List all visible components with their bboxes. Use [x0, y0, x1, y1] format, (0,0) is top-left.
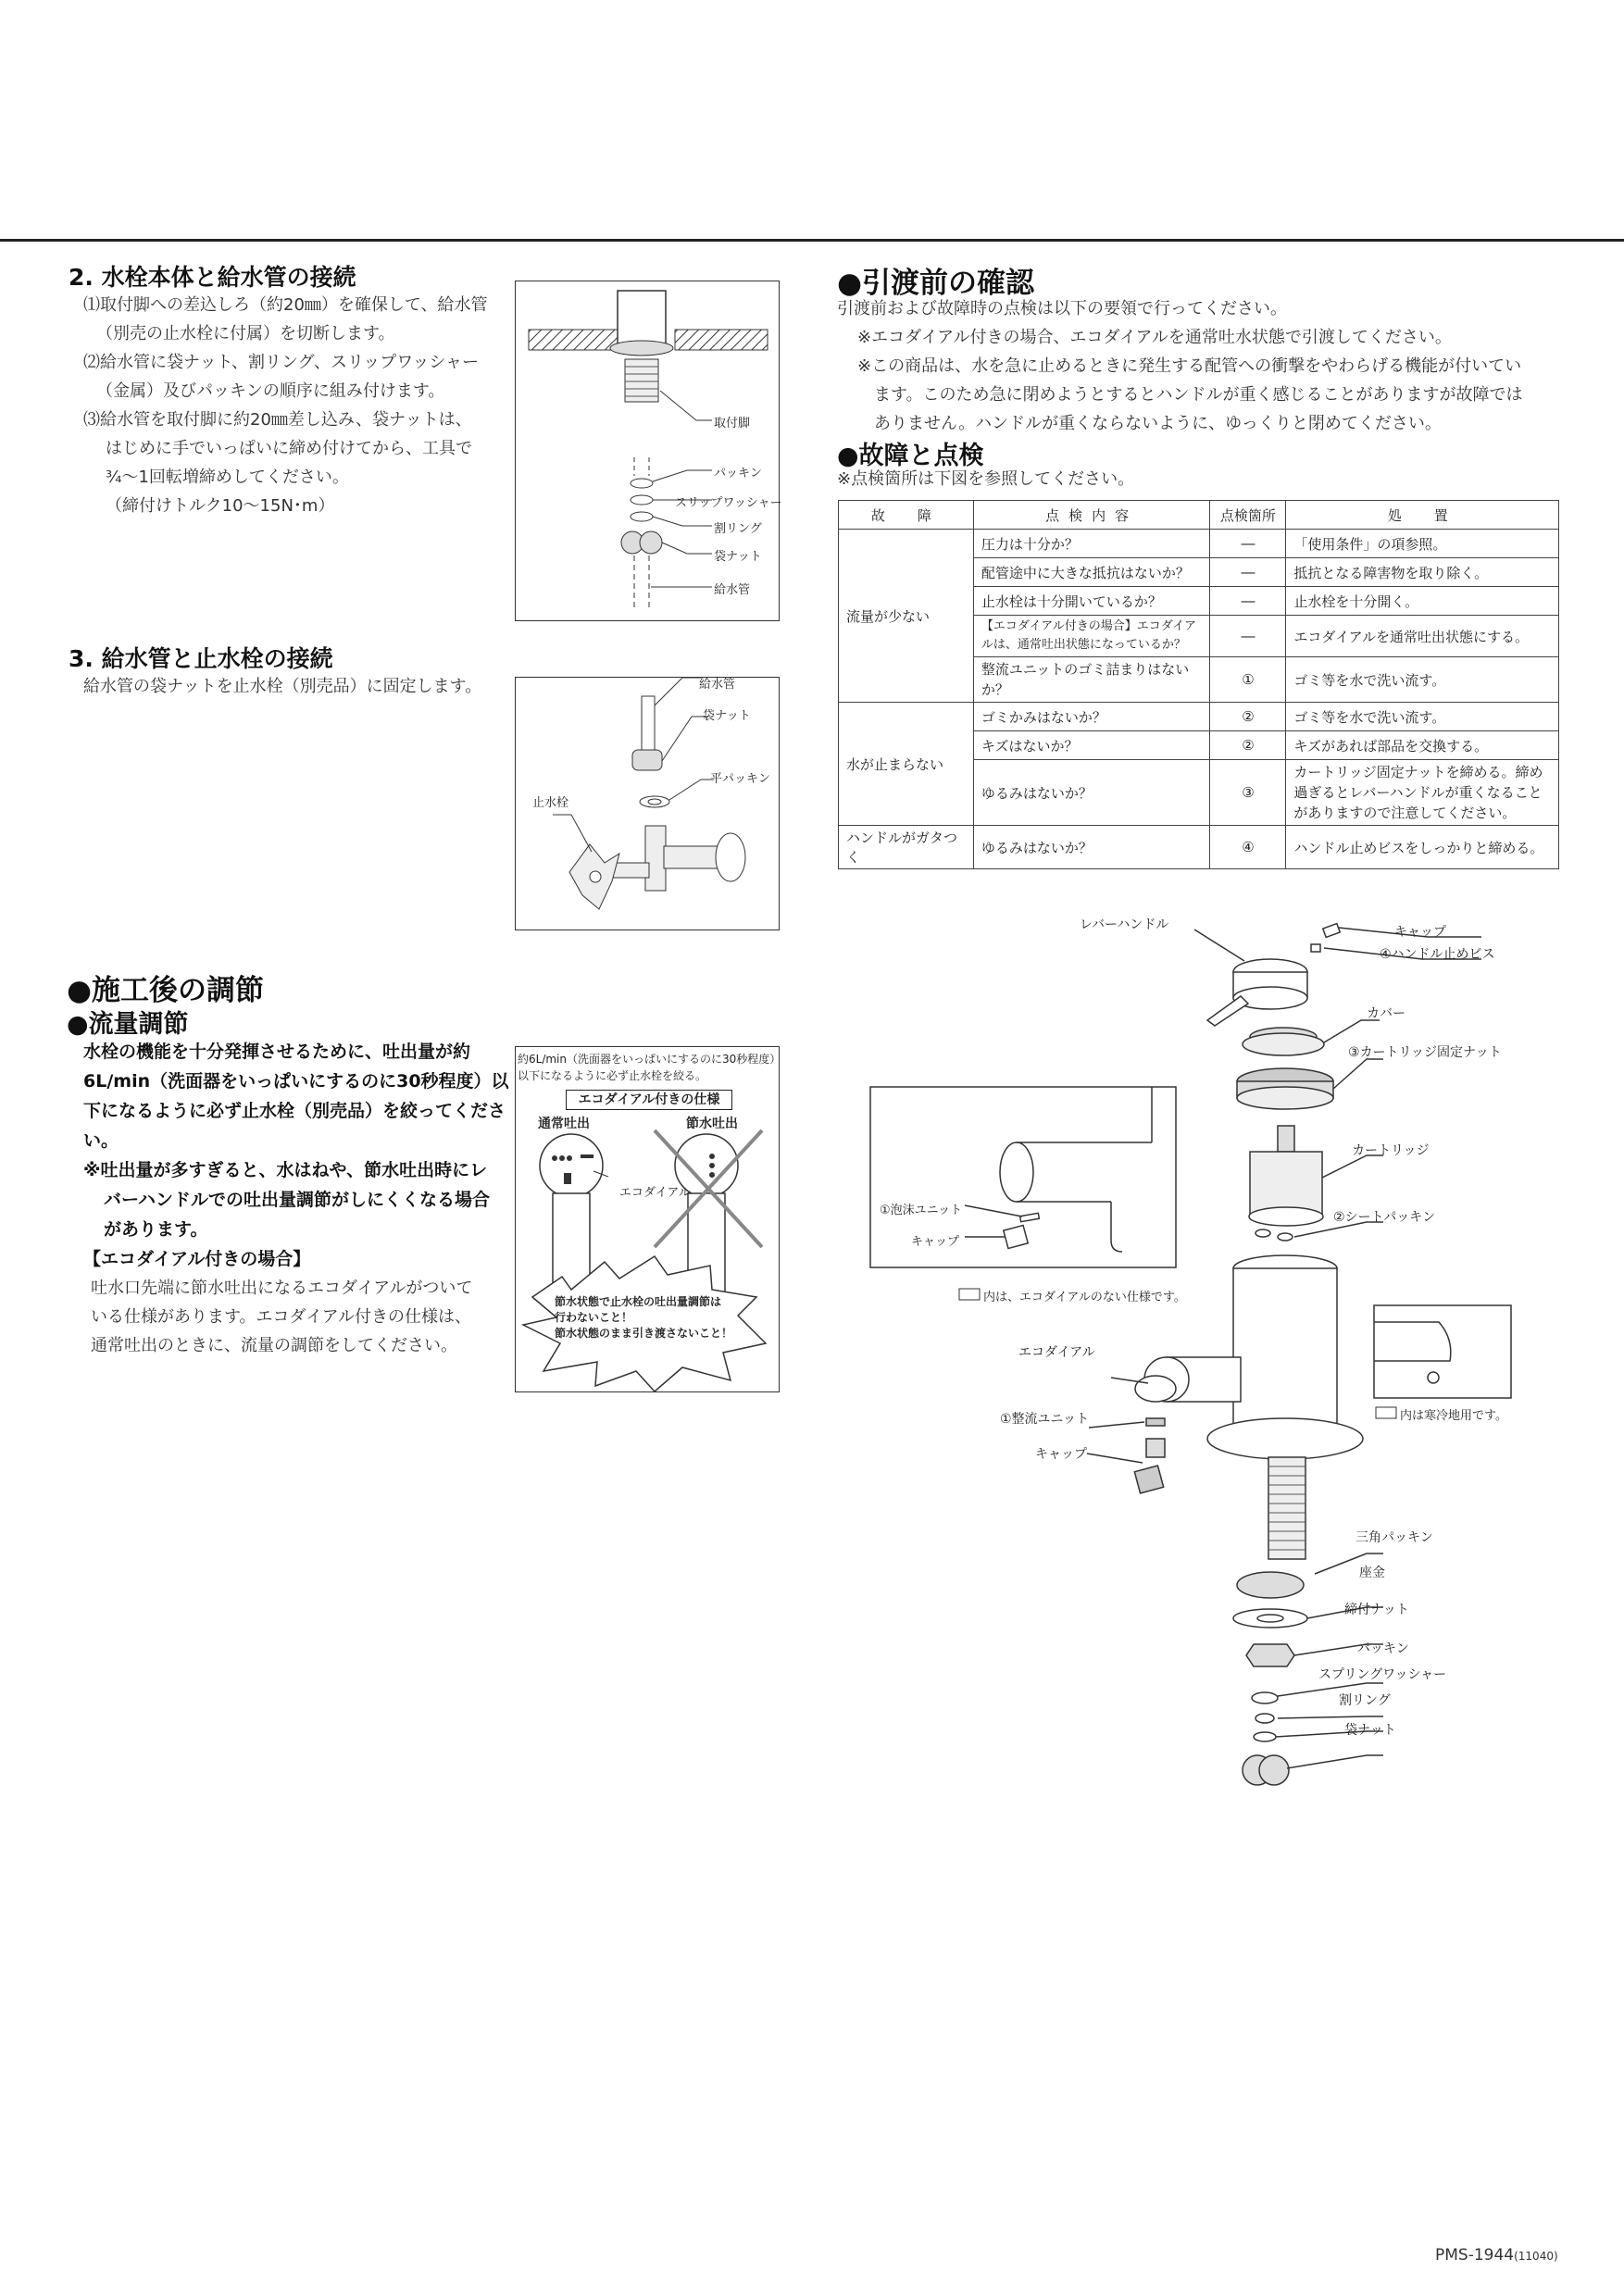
label-cap: キャップ [1394, 925, 1446, 940]
eco-line: 吐水口先端に節水吐出になるエコダイアルがついて [91, 1279, 473, 1298]
eco-spec-box: エコダイアル付きの仕様 [566, 1090, 732, 1110]
fault-cell: ハンドルがガタつく [839, 826, 974, 869]
handover-line: ※エコダイアル付きの場合、エコダイアルを通常吐水状態で引渡してください。 [857, 328, 1452, 347]
label-supply-pipe: 給水管 [714, 583, 751, 597]
header-check: 点検内容 [973, 501, 1210, 530]
table-row [839, 826, 1559, 869]
check-cell: 【エコダイアル付きの場合】エコダイアルは、通常吐出状態になっているか？ [973, 616, 1210, 657]
label-bag-nut: 袋ナット [714, 550, 762, 564]
section-2-body [83, 291, 509, 520]
action-cell: キズがあれば部品を交換する。 [1286, 731, 1559, 760]
doc-code-sub: (11040) [1514, 2250, 1558, 2263]
location-cell: ③ [1210, 760, 1286, 826]
location-cell: ― [1210, 616, 1286, 657]
eco-note-2: 以下になるように必ず止水栓を絞る。 [518, 1069, 707, 1082]
label-flow-unit: ①整流ユニット [1000, 1412, 1089, 1427]
header-fault: 故 障 [839, 501, 974, 530]
label-packing: パッキン [714, 467, 762, 480]
table-row [839, 703, 1559, 731]
action-cell: ゴミ等を水で洗い流す。 [1286, 703, 1559, 731]
location-cell: ― [1210, 558, 1286, 587]
label-supply-pipe: 給水管 [699, 678, 736, 692]
label-washer: 座金 [1359, 1566, 1385, 1580]
label-cartridge: カートリッジ [1352, 1143, 1430, 1158]
adjust-line: い。 [83, 1130, 119, 1151]
doc-code-main: PMS-1944 [1435, 2246, 1515, 2265]
label-fix-nut: 締付ナット [1344, 1603, 1409, 1617]
header-action: 処 置 [1286, 501, 1559, 530]
sec2-line: ⑵給水管に袋ナット、割リング、スリップワッシャー [83, 353, 479, 372]
after-install-title: ●施工後の調節 [67, 974, 265, 1007]
label-cap-2: キャップ [911, 1235, 960, 1249]
trouble-title: ●故障と点検 [837, 442, 984, 470]
label-eco-dial: エコダイアル [619, 1186, 691, 1200]
label-lever-handle: レバーハンドル [1080, 917, 1169, 932]
sec2-line: ⑴取付脚への差込しろ（約20㎜）を確保して、給水管 [83, 295, 488, 315]
sec2-line: はじめに手でいっぱいに締め付けてから、工具で [106, 439, 472, 458]
trouble-table [838, 500, 1559, 869]
flow-adjust-title: ●流量調節 [67, 1010, 189, 1039]
action-cell: 抵抗となる障害物を取り除く。 [1286, 558, 1559, 587]
stop-valve-figure [515, 677, 780, 930]
eco-dial-body [91, 1274, 507, 1360]
flow-adjust-body [83, 1037, 509, 1274]
label-triangle-packing: 三角パッキン [1355, 1530, 1433, 1545]
check-cell: 整流ユニットのゴミ詰まりはないか？ [973, 657, 1210, 703]
label-bag-nut: 袋ナット [1344, 1723, 1396, 1738]
label-spring-washer: スプリングワッシャー [1318, 1667, 1447, 1682]
adjust-line: 6L/min（洗面器をいっぱいにするのに30秒程度）以 [83, 1071, 509, 1092]
trouble-note: ※点検箇所は下図を参照してください。 [837, 469, 1135, 489]
action-cell: エコダイアルを通常吐出状態にする。 [1286, 616, 1559, 657]
adjust-line: ※吐出量が多すぎると、水はねや、節水吐出時にレ [83, 1160, 488, 1180]
sec2-line: （別売の止水栓に付属）を切断します。 [96, 324, 395, 343]
label-cold-region: 内は寒冷地用です。 [1400, 1409, 1507, 1423]
label-flat-packing: 平パッキン [710, 772, 770, 786]
sec2-line: ¾～1回転増締めしてください。 [106, 468, 349, 487]
adjust-line: 【エコダイアル付きの場合】 [83, 1249, 311, 1269]
label-save-flow: 節水吐出 [686, 1117, 738, 1131]
sec2-line: （締付けトルク10～15N･m） [106, 496, 335, 516]
eco-dial-figure [515, 1046, 780, 1392]
check-cell: ゆるみはないか？ [973, 760, 1210, 826]
eco-line: 通常吐出のときに、流量の調節をしてください。 [91, 1336, 457, 1355]
location-cell: ① [1210, 657, 1286, 703]
sec2-line: （金属）及びパッキンの順序に組み付けます。 [96, 381, 445, 401]
label-no-eco-note: 内は、エコダイアルのない仕様です。 [983, 1291, 1186, 1304]
location-cell: ② [1210, 703, 1286, 731]
label-mount-leg: 取付脚 [714, 417, 751, 430]
action-cell: カートリッジ固定ナットを締める。締め過ぎるとレバーハンドルが重くなることがありますので注意してください。 [1286, 760, 1559, 826]
label-cover: カバー [1367, 1006, 1405, 1021]
top-rule [0, 239, 1624, 242]
label-seat-packing: ②シートパッキン [1333, 1210, 1436, 1225]
adjust-line: があります。 [104, 1219, 208, 1240]
handover-body [837, 294, 1578, 438]
section-2-title: 2. 水栓本体と給水管の接続 [69, 264, 356, 291]
table-row [839, 530, 1559, 558]
sec2-line: ⑶給水管を取付脚に約20㎜差し込み、袋ナットは、 [83, 410, 472, 430]
fault-cell: 水が止まらない [839, 703, 974, 826]
label-cap-3: キャップ [1035, 1447, 1087, 1462]
action-cell: ゴミ等を水で洗い流す。 [1286, 657, 1559, 703]
location-cell: ― [1210, 587, 1286, 616]
label-handle-screw: ④ハンドル止めビス [1380, 947, 1495, 962]
label-bag-nut: 袋ナット [703, 709, 751, 723]
supply-pipe-drawing [516, 281, 779, 620]
label-packing: パッキン [1357, 1641, 1409, 1656]
label-eco-dial: エコダイアル [1018, 1345, 1095, 1360]
warn-line-1: 節水状態で止水栓の吐出量調節は [555, 1295, 722, 1308]
label-cartridge-nut: ③カートリッジ固定ナット [1348, 1045, 1502, 1060]
label-split-ring: 割リング [1339, 1693, 1391, 1708]
label-normal-flow: 通常吐出 [538, 1117, 590, 1131]
check-cell: キズはないか？ [973, 731, 1210, 760]
parts-drawing [833, 907, 1593, 1796]
check-cell: ゆるみはないか？ [973, 826, 1210, 869]
adjust-line: 下になるように必ず止水栓（別売品）を絞ってくださ [83, 1101, 506, 1121]
parts-diagram [833, 907, 1593, 1796]
check-cell: 配管途中に大きな抵抗はないか？ [973, 558, 1210, 587]
label-foam-unit: ①泡沫ユニット [880, 1204, 963, 1217]
warn-line-3: 節水状態のまま引き渡さないこと！ [555, 1327, 733, 1340]
check-cell: 圧力は十分か？ [973, 530, 1210, 558]
eco-line: いる仕様があります。エコダイアル付きの仕様は、 [91, 1307, 471, 1327]
action-cell: ハンドル止めビスをしっかりと締める。 [1286, 826, 1559, 869]
label-stop-valve: 止水栓 [532, 796, 569, 810]
handover-title: ●引渡前の確認 [837, 267, 1035, 300]
location-cell: ④ [1210, 826, 1286, 869]
action-cell: 止水栓を十分開く。 [1286, 587, 1559, 616]
check-cell: ゴミかみはないか？ [973, 703, 1210, 731]
check-cell: 止水栓は十分開いているか？ [973, 587, 1210, 616]
adjust-line: バーハンドルでの吐出量調節がしにくくなる場合 [104, 1190, 491, 1210]
label-slip-washer: スリップワッシャー [675, 496, 782, 510]
section-3-title: 3. 給水管と止水栓の接続 [69, 645, 333, 672]
eco-note-1: 約6L/min（洗面器をいっぱいにするのに30秒程度） [518, 1053, 781, 1066]
location-cell: ② [1210, 731, 1286, 760]
handover-line: ありません。ハンドルが重くならないように、ゆっくりと閉めてください。 [874, 414, 1442, 433]
supply-pipe-figure [515, 281, 780, 621]
header-location: 点検箇所 [1210, 501, 1286, 530]
warn-line-2: 行わないこと！ [555, 1311, 633, 1324]
doc-code [1435, 2246, 1558, 2265]
fault-cell: 流量が少ない [839, 530, 974, 703]
adjust-line: 水栓の機能を十分発揮させるために、吐出量が約 [83, 1042, 471, 1062]
label-split-ring: 割リング [714, 522, 762, 536]
handover-line: ます。このため急に閉めようとするとハンドルが重く感じることがありますが故障では [874, 385, 1523, 405]
handover-line: ※この商品は、水を急に止めるときに発生する配管への衝撃をやわらげる機能が付いてい [857, 356, 1522, 376]
section-3-body: 給水管の袋ナットを止水栓（別売品）に固定します。 [83, 677, 482, 696]
table-header-row [839, 501, 1559, 530]
handover-line: 引渡前および故障時の点検は以下の要領で行ってください。 [837, 299, 1287, 318]
location-cell: ― [1210, 530, 1286, 558]
action-cell: 「使用条件」の項参照。 [1286, 530, 1559, 558]
